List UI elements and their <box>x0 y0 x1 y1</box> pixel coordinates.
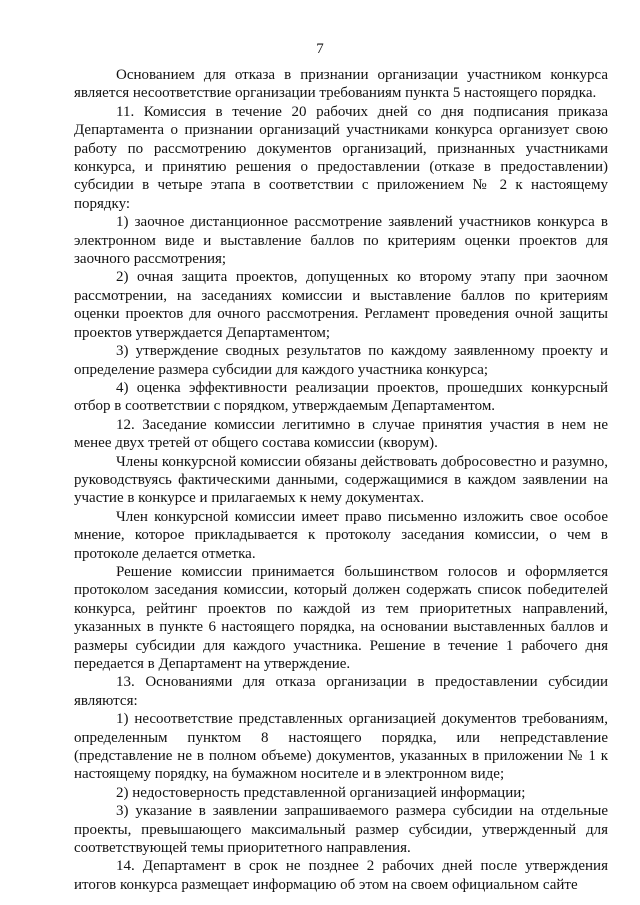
paragraph: Члены конкурсной комиссии обязаны действовать добросовестно и разумно, руководствуясь фактическими данными, содержащимися в каждом заявлении на участие в конкурсе и прилагаемых к нему документах. <box>74 453 608 507</box>
paragraph: 4) оценка эффективности реализации проектов, прошедших конкурсный отбор в соответствии с порядком, утверждаемым Департаментом. <box>74 379 608 415</box>
paragraph: 3) утверждение сводных результатов по каждому заявленному проекту и определение размера субсидии для каждого участника конкурса; <box>74 343 608 378</box>
paragraph: Член конкурсной комиссии имеет право письменно изложить свое особое мнение, которое прикладывается к протоколу заседания комиссии, о чем в протоколе делается отметка. <box>74 508 608 562</box>
paragraph: 3) указание в заявлении запрашиваемого размера субсидии на отдельные проекты, превышающего максимальный размер субсидии, утвержденный для соответствующей темы приоритетного направления. <box>74 803 608 857</box>
paragraph: 1) заочное дистанционное рассмотрение заявлений участников конкурса в электронном виде и выставление баллов по критериям оценки проектов для заочного рассмотрения; <box>74 214 608 268</box>
paragraph: 2) очная защита проектов, допущенных ко второму этапу при заочном рассмотрении, на заседаниях комиссии и выставление баллов по критериям оценки проектов для очного рассмотрения. Регламент проведения очной защиты проектов утверждается Департаментом; <box>74 269 608 341</box>
paragraph: Решение комиссии принимается большинством голосов и оформляется протоколом заседания комиссии, который должен содержать список победителей конкурса, рейтинг проектов по каждой из тем приоритетных направлений, указанных в пункте 6 настоящего порядка, на основании выставленных баллов и размеры субсидии для каждого участника. Решение в течение 1 рабочего дня передается в Департамент на утверждение. <box>74 563 608 672</box>
paragraph: 14. Департамент в срок не позднее 2 рабочих дней после утверждения итогов конкурса размещает информацию об этом на своем официальном сайте <box>74 858 608 893</box>
document-body <box>74 66 608 894</box>
paragraph: 2) недостоверность представленной организацией информации; <box>116 784 526 801</box>
paragraph: 12. Заседание комиссии легитимно в случае принятия участия в нем не менее двух третей от общего состава комиссии (кворум). <box>74 416 608 452</box>
paragraph: 1) несоответствие представленных организацией документов требованиям, определенным пунктом 8 настоящего порядка, или непредставление (представление не в полном объеме) документов, указанных в приложении № 1 к настоящему порядку, на бумажном носителе и в электронном виде; <box>74 711 608 783</box>
paragraph: 11. Комиссия в течение 20 рабочих дней со дня подписания приказа Департамента о признании организаций участниками конкурса организует свою работу по рассмотрению документов организаций, признанных участниками конкурса, и принятию решения о предоставлении (отказе в предоставлении) субсидии в четыре этапа в соответствии с приложением № 2 к настоящему порядку: <box>74 103 608 212</box>
paragraph: 13. Основаниями для отказа организации в предоставлении субсидии являются: <box>74 674 608 709</box>
paragraph: Основанием для отказа в признании организации участником конкурса является несоответствие организации требованиям пункта 5 настоящего порядка. <box>74 67 608 102</box>
page-number: 7 <box>316 41 324 57</box>
